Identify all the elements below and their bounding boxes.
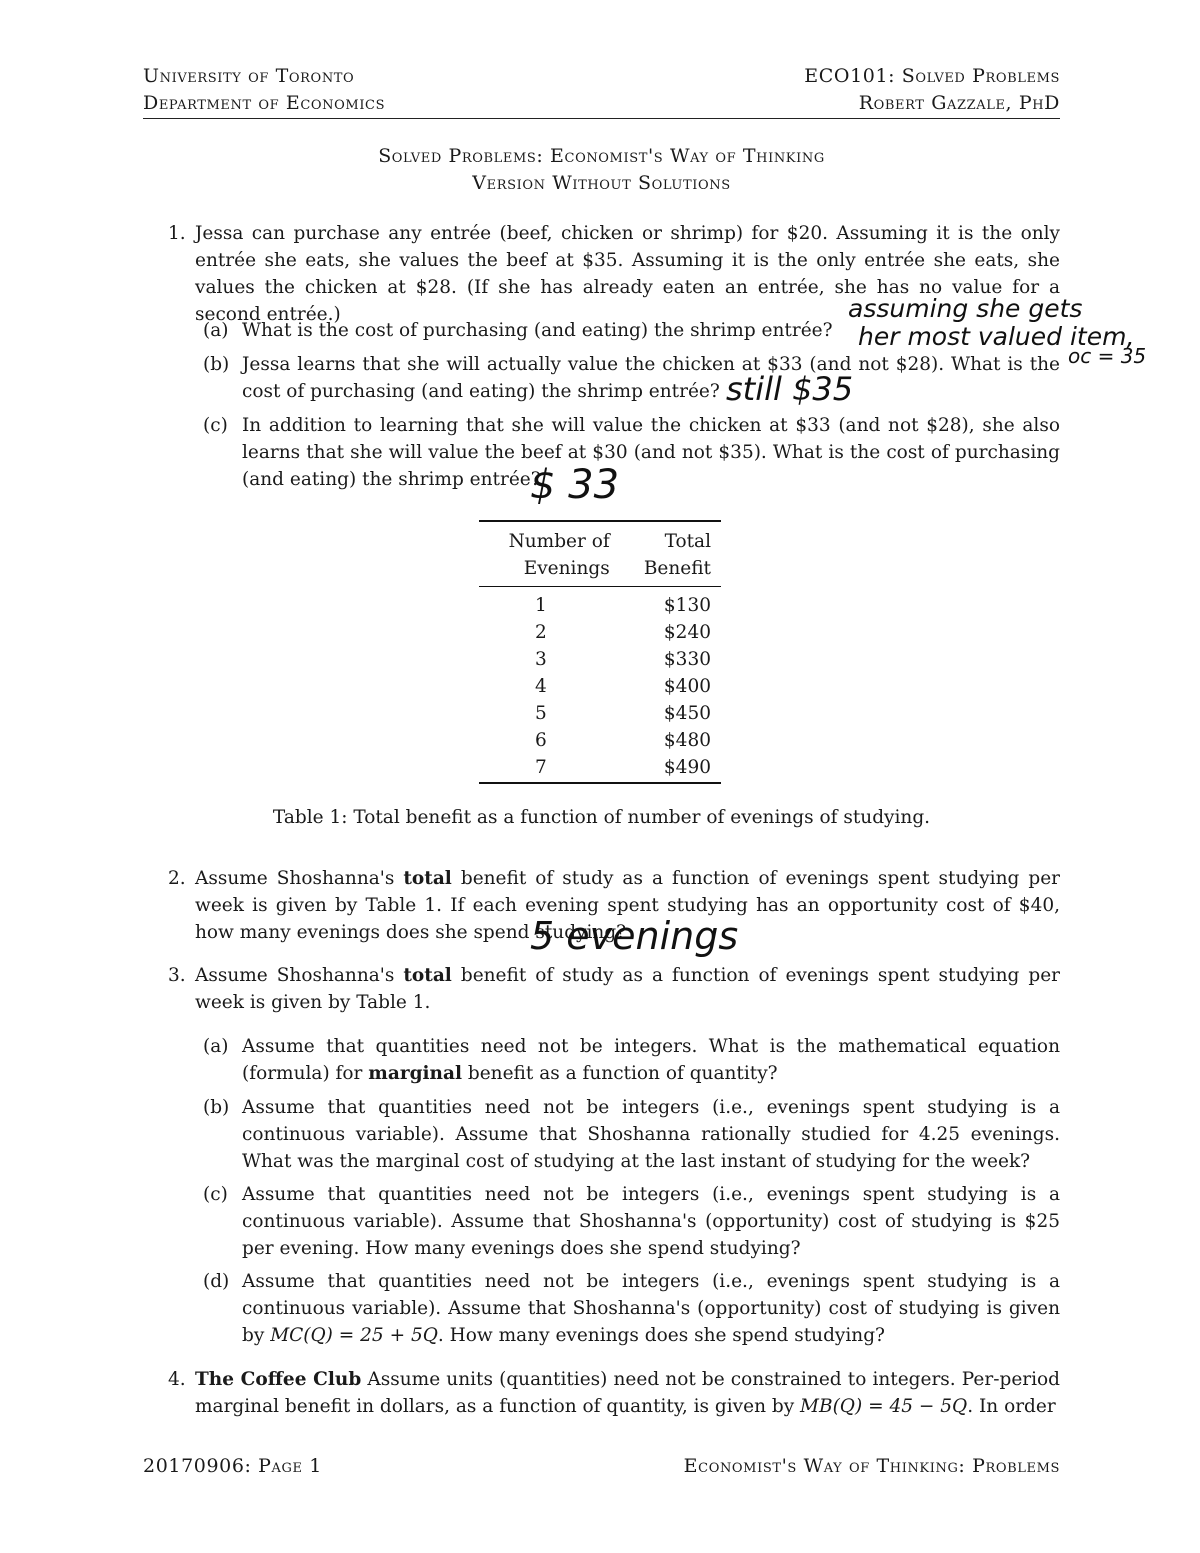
handwritten-note-line3: oc = 35 (1068, 344, 1147, 368)
q4-text-pre: Assume units (quantities) need not be constrained to integers. Per-period marginal benefit in dollars, as a function of quantity, is given by (195, 1369, 1061, 1417)
header-course: ECO101: Solved Problems (804, 65, 1060, 87)
header-evenings-line1: Number of (508, 531, 610, 552)
q2-text-pre: Assume Shoshanna's (195, 868, 404, 889)
cell-benefit: $480 (663, 730, 711, 751)
benefit-table (479, 528, 721, 582)
header-author: Robert Gazzale, PhD (858, 92, 1060, 114)
handwritten-note-line2: her most valued item, (858, 322, 1135, 351)
table-header-evenings (479, 528, 620, 582)
q3-text (195, 962, 1060, 1016)
handwritten-note-line1: assuming she gets (848, 294, 1083, 323)
cell-evenings: 2 (535, 622, 547, 643)
table-row (479, 673, 721, 700)
q3c-text: Assume that quantities need not be integers (i.e., evenings spent studying is a continuous variable). Assume that Shoshanna's (opportunity) cost of studying is $25 per evening. How many evenings does she spend studying? (242, 1184, 1060, 1259)
cell-benefit: $400 (663, 676, 711, 697)
q3d-text-post: . How many evenings does she spend studying? (437, 1325, 885, 1346)
page-subtitle: Version Without Solutions (472, 172, 731, 194)
q3b-label: (b) (203, 1097, 230, 1118)
q3d-text (242, 1268, 1060, 1349)
handwritten-answer-c: $ 33 (530, 462, 620, 508)
cell-evenings: 4 (535, 676, 547, 697)
table-caption: Table 1: Total benefit as a function of number of evenings of studying. (272, 807, 931, 828)
table-mid-rule (479, 586, 721, 587)
header-evenings-line2: Evenings (523, 558, 610, 579)
cell-evenings: 7 (535, 757, 547, 778)
cell-evenings: 1 (535, 595, 547, 616)
table-top-rule (479, 520, 721, 522)
footer-title: Economist's Way of Thinking: Problems (683, 1455, 1060, 1477)
q2-text-bold: total (403, 868, 452, 889)
cell-benefit: $490 (663, 757, 711, 778)
q1b-text: Jessa learns that she will actually value the chicken at $33 (and not $28). What is the cost of purchasing (and eating) the shrimp entrée? (242, 354, 1060, 402)
page-title: Solved Problems: Economist's Way of Thinking (378, 145, 825, 167)
benefit-table-body (479, 592, 721, 781)
footer-page: 20170906: Page 1 (143, 1455, 322, 1477)
q3d-label: (d) (203, 1271, 230, 1292)
q3b-text: Assume that quantities need not be integers (i.e., evenings spent studying is a continuous variable). Assume that Shoshanna rationally studied for 4.25 evenings. What was the marginal cost of studying at the last instant of studying for the week? (242, 1097, 1060, 1172)
q3a-label: (a) (203, 1036, 229, 1057)
q2-number: 2. (168, 868, 186, 889)
q4-formula: MB(Q) = 45 − 5Q (800, 1396, 968, 1417)
table-row (479, 727, 721, 754)
q2-text-post: benefit of study as a function of evenings spent studying per week is given by Table 1. If each evening spent studying has an opportunity cost of $40, how many evenings does she spend studying? (195, 868, 1060, 943)
handwritten-still: still $35 (726, 370, 854, 408)
cell-evenings: 6 (535, 730, 547, 751)
q3a-text (242, 1033, 1060, 1087)
cell-benefit: $450 (663, 703, 711, 724)
q3-text-pre: Assume Shoshanna's (195, 965, 404, 986)
q3-text-bold: total (403, 965, 452, 986)
q3d-formula: MC(Q) = 25 + 5Q (270, 1325, 438, 1346)
q3a-text-post: benefit as a function of quantity? (462, 1063, 778, 1084)
q3c-label: (c) (203, 1184, 228, 1205)
table-header-benefit (620, 528, 721, 582)
cell-evenings: 5 (535, 703, 547, 724)
header-benefit-line2: Benefit (643, 558, 711, 579)
q4-text-post: . In order (967, 1396, 1056, 1417)
q3-text-post: benefit of study as a function of evenings spent studying per week is given by Table 1. (195, 965, 1060, 1013)
q1-text: Jessa can purchase any entrée (beef, chicken or shrimp) for $20. Assuming it is the only entrée she eats, she values the beef at $35. Assuming it is the only entrée she eats, she values the chicken at $28. (If she has already eaten an entrée, she has no value for a second entrée.) (195, 223, 1060, 325)
header-department: Department of Economics (143, 92, 386, 114)
cell-benefit: $130 (663, 595, 711, 616)
header-rule (143, 118, 1060, 119)
cell-evenings: 3 (535, 649, 547, 670)
table-row (479, 592, 721, 619)
handwritten-answer-q2: 5 evenings (530, 914, 739, 958)
q1c-text: In addition to learning that she will value the chicken at $33 (and not $28), she also learns that she will value the beef at $30 (and not $35). What is the cost of purchasing (and eating) the shrimp entrée? (242, 415, 1060, 490)
table-row (479, 700, 721, 727)
q3-number: 3. (168, 965, 186, 986)
q1-number: 1. (168, 223, 186, 244)
q3a-text-pre: Assume that quantities need not be integers. What is the mathematical equation (formula) for (242, 1036, 1060, 1084)
q4-title: The Coffee Club (195, 1369, 362, 1390)
q1a-text: What is the cost of purchasing (and eating) the shrimp entrée? (242, 320, 833, 341)
table-row (479, 646, 721, 673)
cell-benefit: $330 (663, 649, 711, 670)
q3d-text-pre: Assume that quantities need not be integers (i.e., evenings spent studying is a continuous variable). Assume that Shoshanna's (opportunity) cost of studying is given by (242, 1271, 1060, 1346)
table-row (479, 754, 721, 781)
header-benefit-line1: Total (664, 531, 711, 552)
q1a-label: (a) (203, 320, 229, 341)
q4-text (195, 1366, 1060, 1420)
table-header-row (479, 528, 721, 582)
table-row (479, 619, 721, 646)
header-university: University of Toronto (143, 65, 355, 87)
table-bottom-rule (479, 782, 721, 784)
q4-number: 4. (168, 1369, 186, 1390)
cell-benefit: $240 (663, 622, 711, 643)
q1b-label: (b) (203, 354, 230, 375)
q3a-text-bold: marginal (368, 1063, 463, 1084)
q1c-label: (c) (203, 415, 228, 436)
